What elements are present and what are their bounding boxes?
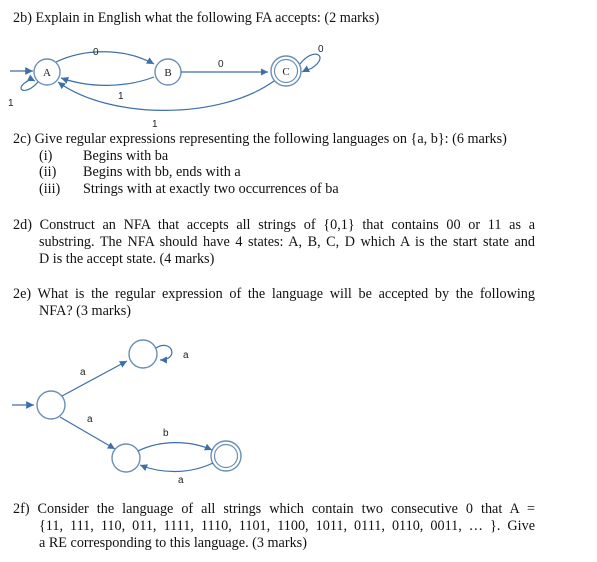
c-self-loop — [300, 54, 320, 72]
state-a-label: A — [43, 67, 51, 79]
q2c-item-2-num: (ii) — [39, 164, 57, 180]
nfa-diagram-2e — [0, 320, 597, 490]
q2c-item-2 — [39, 164, 241, 181]
fa-diagram-2b — [0, 0, 597, 140]
nfa-start-state — [37, 391, 65, 419]
q2c-item-2-text: Begins with bb, ends with a — [83, 164, 241, 180]
edge-a-to-b — [56, 52, 154, 64]
q2f-question — [13, 501, 535, 552]
q2c-question: 2c) Give regular expressions representing the following languages on {a, b}: (6 marks) — [13, 131, 507, 147]
nfa-accept-state — [211, 441, 241, 471]
q2f-line-1: 2f) Consider the language of all strings which contain two consecutive 0 that A = — [13, 501, 535, 517]
nfa-top-loop-label: a — [183, 350, 189, 361]
nfa-top-state — [129, 340, 157, 368]
nfa-edge-start-to-top — [62, 361, 127, 396]
edge-a-to-b-label: 0 — [93, 47, 99, 58]
q2c-item-1-num: (i) — [39, 148, 53, 164]
q2e-line-1: 2e) What is the regular expression of the language will be accepted by the following — [13, 286, 535, 302]
q2c-item-3 — [39, 181, 339, 198]
edge-b-to-c-label: 0 — [218, 59, 224, 70]
q2c-item-3-text: Strings with at exactly two occurrences of ba — [83, 181, 339, 197]
q2d-line-1: 2d) Construct an NFA that accepts all strings of {0,1} that contains 00 or 11 as a — [13, 217, 535, 233]
q2c-item-1-text: Begins with ba — [83, 148, 169, 164]
state-c-label: C — [282, 66, 290, 78]
state-b-label: B — [164, 67, 172, 79]
q2f-line-2: {11, 111, 110, 011, 1111, 1110, 1101, 1100, 1011, 0111, 0110, 0011, … }. Give — [39, 518, 535, 534]
q2d-question — [13, 217, 535, 268]
a-loop-label: 1 — [8, 98, 14, 109]
edge-c-to-a-label: 1 — [152, 119, 158, 130]
q2c-item-3-num: (iii) — [39, 181, 61, 197]
q2c-item-1 — [39, 148, 168, 165]
nfa-start-to-top-label: a — [80, 367, 86, 378]
c-loop-label: 0 — [318, 44, 324, 55]
nfa-accept-to-bottom-label: a — [178, 475, 184, 486]
nfa-edge-accept-to-bottom — [140, 463, 213, 472]
edge-b-to-a — [61, 77, 154, 85]
q2d-line-3: D is the accept state. (4 marks) — [39, 251, 215, 267]
a-self-loop — [21, 80, 38, 90]
nfa-start-to-bottom-label: a — [87, 414, 93, 425]
nfa-edge-bottom-to-accept — [138, 443, 212, 451]
q2e-line-2: NFA? (3 marks) — [39, 303, 131, 319]
q2f-line-3: a RE corresponding to this language. (3 marks) — [39, 535, 307, 551]
nfa-top-self-loop — [156, 345, 172, 360]
edge-b-to-a-label: 1 — [118, 91, 124, 102]
nfa-bottom-to-accept-label: b — [163, 428, 169, 439]
q2e-question — [13, 286, 535, 320]
nfa-bottom-state — [112, 444, 140, 472]
q2b-question: 2b) Explain in English what the following FA accepts: (2 marks) — [13, 10, 380, 26]
q2d-line-2: substring. The NFA should have 4 states: A, B, C, D which A is the start state and — [39, 234, 535, 250]
